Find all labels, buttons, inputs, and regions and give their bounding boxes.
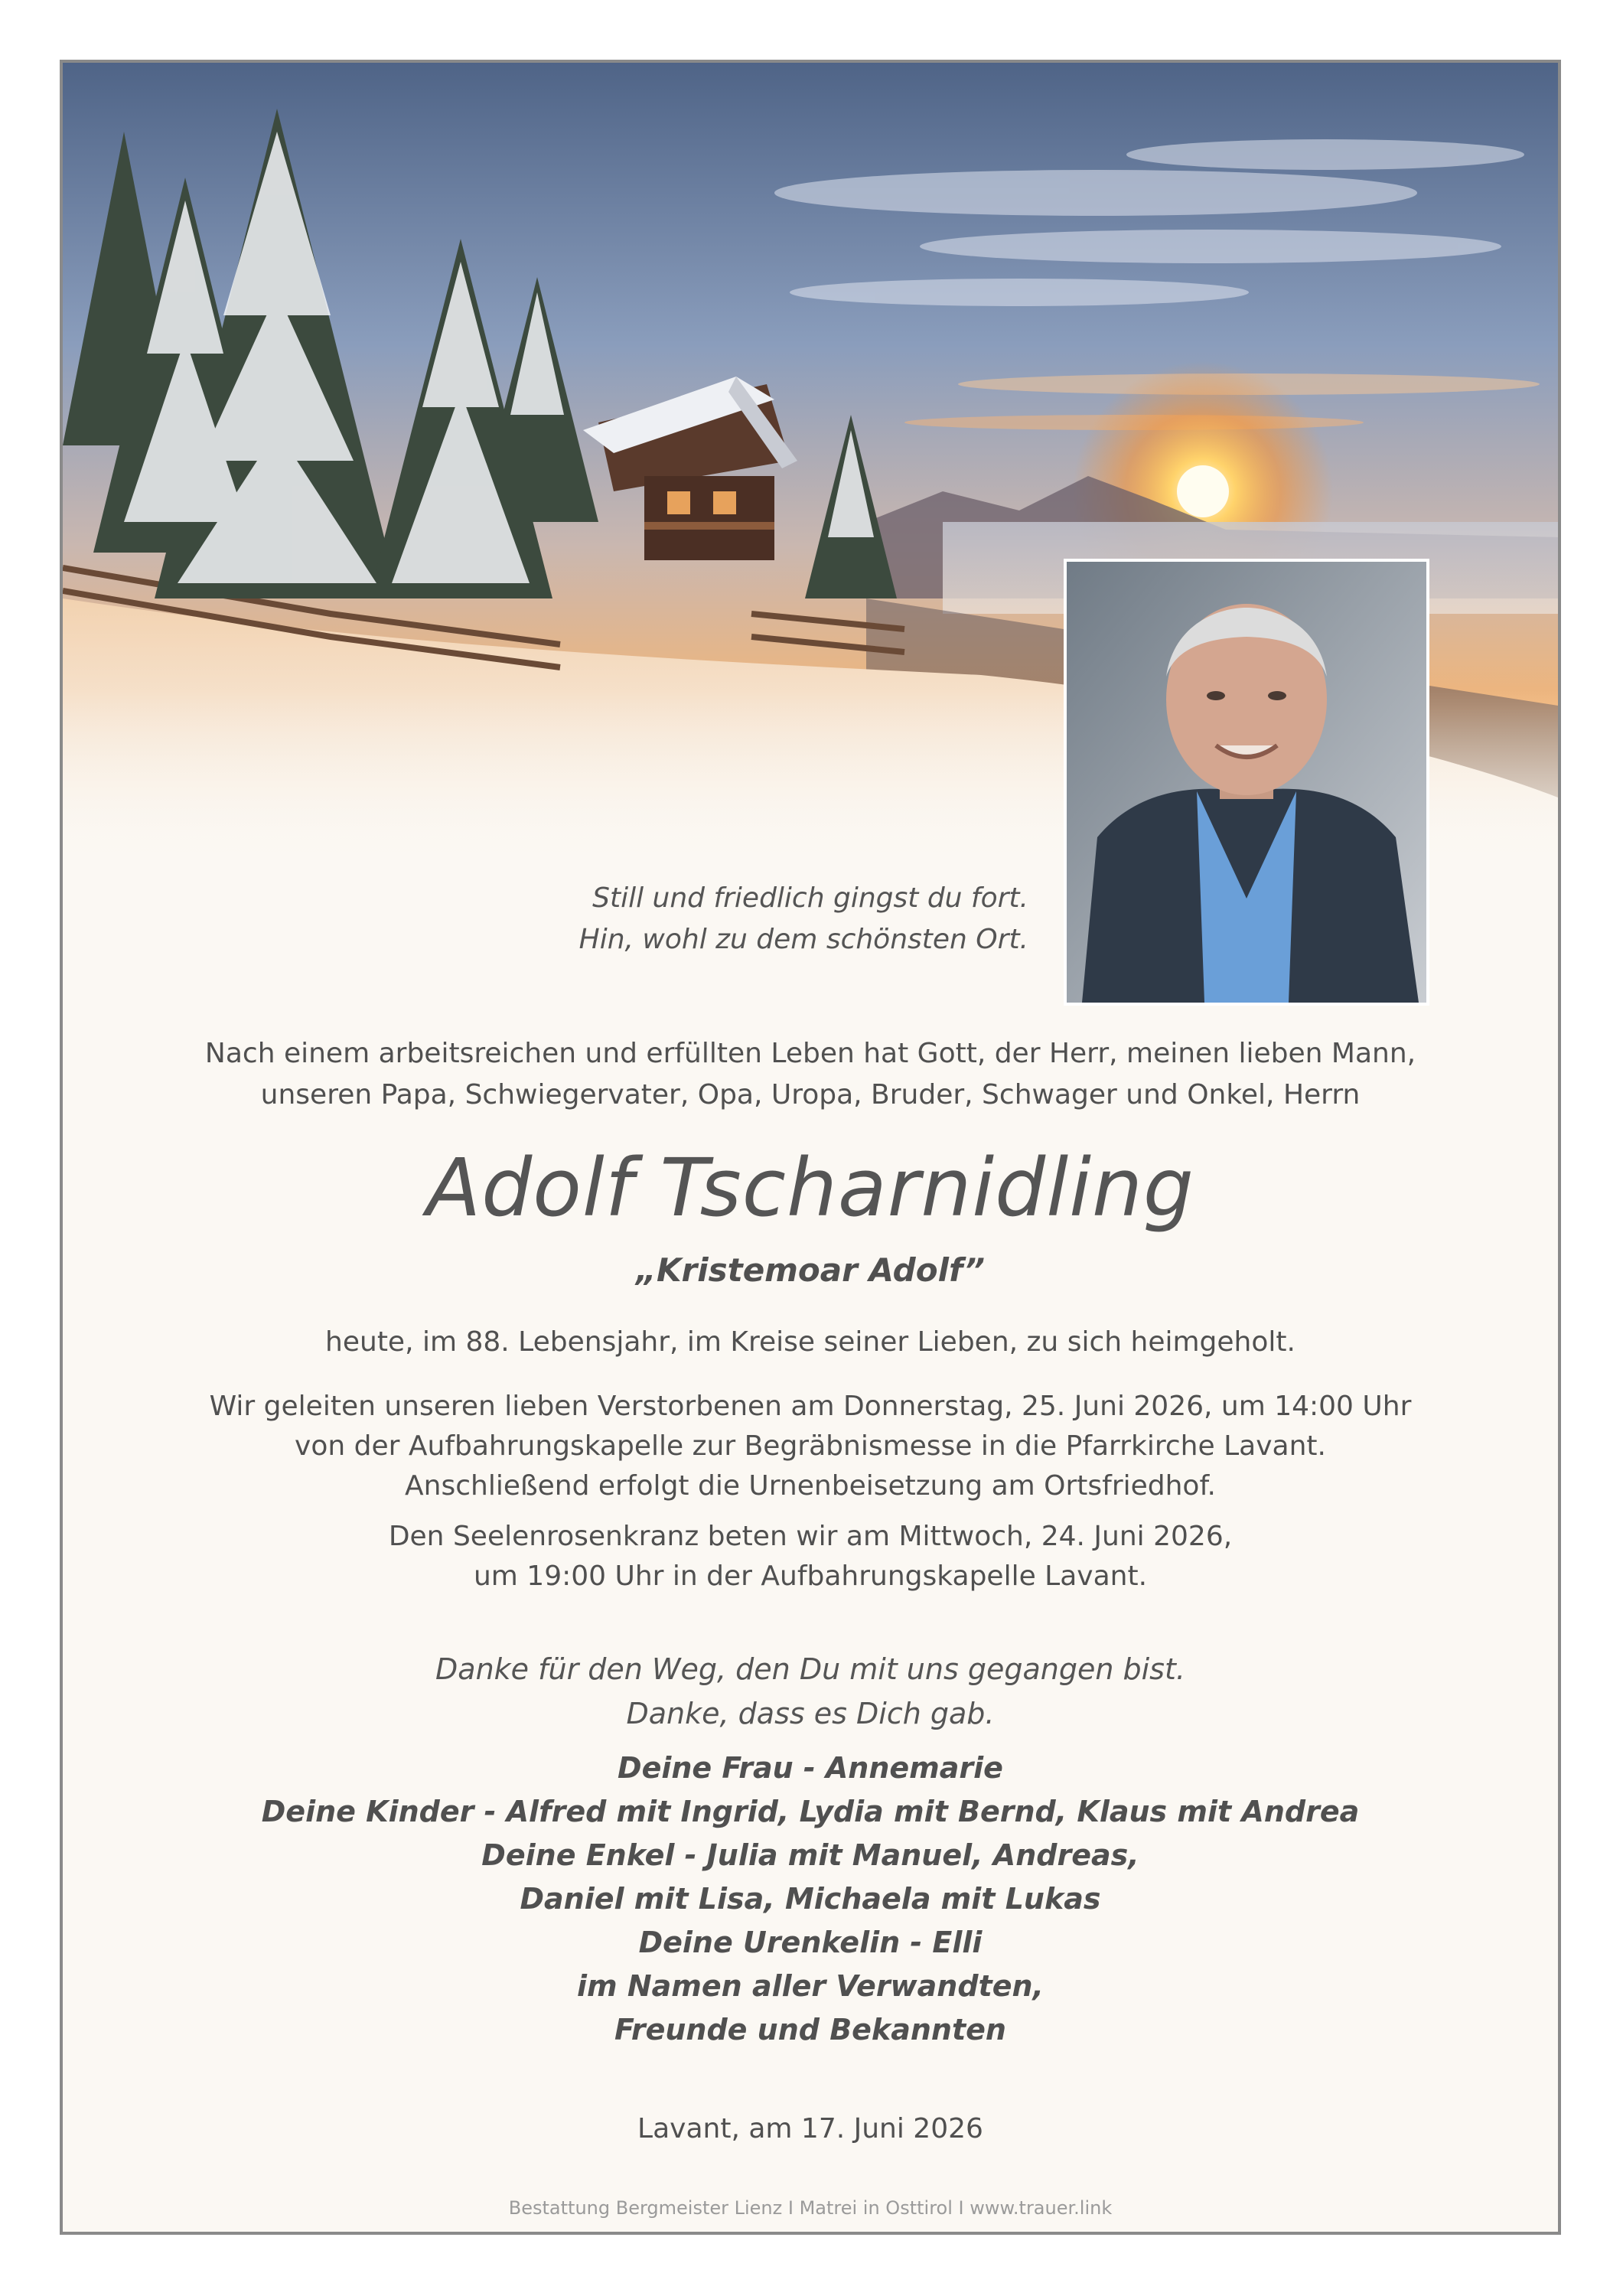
mourners-line: Deine Enkel - Julia mit Manuel, Andreas, — [481, 1838, 1139, 1872]
funeral-line: Anschließend erfolgt die Urnenbeisetzung am Ortsfriedhof. — [405, 1470, 1216, 1502]
place-date: Lavant, am 17. Juni 2026 — [637, 2113, 983, 2144]
thanks-line: Danke für den Weg, den Du mit uns gegangen bist. — [435, 1652, 1185, 1686]
portrait-photo — [1064, 559, 1429, 1006]
funeral-details — [63, 1387, 1558, 1506]
mourners-line: im Namen aller Verwandten, — [577, 1969, 1044, 2003]
mourners-line: Daniel mit Lisa, Michaela mit Lukas — [520, 1882, 1101, 1916]
deceased-nickname: „Kristemoar Adolf” — [635, 1251, 986, 1289]
deceased-name: Adolf Tscharnidling — [426, 1141, 1194, 1234]
quote-line: Hin, wohl zu dem schönsten Ort. — [578, 924, 1028, 955]
thanks-quote — [63, 1647, 1558, 1736]
rosary-line: Den Seelenrosenkranz beten wir am Mittwoch, 24. Juni 2026, — [388, 1521, 1233, 1552]
passing-text: heute, im 88. Lebensjahr, im Kreise seiner Lieben, zu sich heimgeholt. — [325, 1326, 1295, 1358]
intro-line: unseren Papa, Schwiegervater, Opa, Uropa, Bruder, Schwager und Onkel, Herrn — [260, 1079, 1361, 1110]
mourners-list — [63, 1746, 1558, 2052]
funeral-home-footer: Bestattung Bergmeister Lienz I Matrei in Osttirol I www.trauer.link — [508, 2197, 1113, 2219]
intro-line: Nach einem arbeitsreichen und erfüllten Leben hat Gott, der Herr, meinen lieben Mann, — [204, 1038, 1416, 1069]
mourners-line: Deine Kinder - Alfred mit Ingrid, Lydia mit Bernd, Klaus mit Andrea — [261, 1795, 1360, 1828]
intro-text — [63, 1033, 1558, 1116]
obituary-card — [60, 60, 1561, 2235]
quote-line: Still und friedlich gingst du fort. — [592, 882, 1028, 914]
opening-quote — [493, 878, 1028, 960]
rosary-details — [63, 1517, 1558, 1596]
mourners-line: Freunde und Bekannten — [614, 2013, 1006, 2047]
mourners-line: Deine Frau - Annemarie — [618, 1751, 1003, 1785]
rosary-line: um 19:00 Uhr in der Aufbahrungskapelle Lavant. — [473, 1561, 1148, 1592]
funeral-line: von der Aufbahrungskapelle zur Begräbnismesse in die Pfarrkirche Lavant. — [295, 1430, 1326, 1462]
mourners-line: Deine Urenkelin - Elli — [638, 1926, 983, 1959]
thanks-line: Danke, dass es Dich gab. — [626, 1697, 995, 1730]
funeral-line: Wir geleiten unseren lieben Verstorbenen am Donnerstag, 25. Juni 2026, um 14:00 Uhr — [209, 1391, 1412, 1422]
